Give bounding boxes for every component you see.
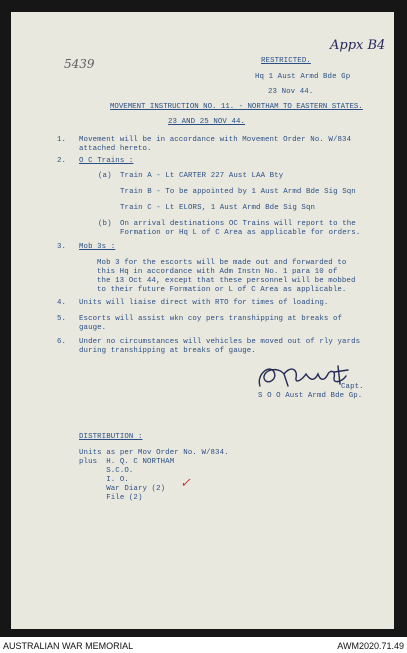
sub-item-label: (b) bbox=[98, 220, 112, 228]
distribution-heading: DISTRIBUTION : bbox=[79, 433, 143, 441]
item-text-line: Mob 3 for the escorts will be made out and forwarded to bbox=[97, 259, 347, 267]
item-number: 3. bbox=[57, 243, 67, 251]
section-heading: O C Trains : bbox=[79, 157, 134, 165]
item-number: 1. bbox=[57, 136, 67, 144]
item-text-line: Movement will be in accordance with Movement Order No. W/834 bbox=[79, 136, 352, 144]
red-tick-mark: ✓ bbox=[180, 476, 191, 491]
train-assignment: Train C - Lt ELORS, 1 Aust Armd Bde Sig Sqn bbox=[120, 204, 316, 212]
item-number: 5. bbox=[57, 315, 67, 323]
accession-number: AWM2020.71.49 bbox=[337, 641, 404, 651]
distribution-line: File (2) bbox=[79, 494, 143, 502]
distribution-line: plus H. Q. C NORTHAM bbox=[79, 458, 175, 466]
train-assignment: Train B - To be appointed by 1 Aust Armd Bde Sig Sqn bbox=[120, 188, 356, 196]
item-text-line: this Hq in accordance with Adm Instn No. 1 para 10 of bbox=[97, 268, 338, 276]
distribution-line: Units as per Mov Order No. W/834. bbox=[79, 449, 229, 457]
item-number: 2. bbox=[57, 157, 67, 165]
item-text-line: Units will liaise direct with RTO for times of loading. bbox=[79, 299, 329, 307]
archive-footer bbox=[0, 637, 407, 653]
appendix-annotation: Appx B4 bbox=[330, 38, 386, 53]
document-dates: 23 AND 25 NOV 44. bbox=[168, 118, 246, 126]
institution-name: AUSTRALIAN WAR MEMORIAL bbox=[3, 641, 134, 651]
sub-item-label: (a) bbox=[98, 172, 112, 180]
signature-block: S O O Aust Armd Bde Gp. bbox=[258, 392, 363, 400]
item-text-line: Under no circumstances will vehicles be moved out of rly yards bbox=[79, 338, 361, 346]
item-text-line: to their future Formation or L of C Area as applicable. bbox=[97, 286, 347, 294]
item-text-line: the 13 Oct 44, except that these personnel will be mobbed bbox=[97, 277, 356, 285]
sub-item-text: Formation or Hq L of C Area as applicable for orders. bbox=[120, 229, 361, 237]
item-number: 4. bbox=[57, 299, 67, 307]
section-heading: Mob 3s : bbox=[79, 243, 116, 251]
distribution-line: S.C.O. bbox=[79, 467, 134, 475]
classification-label: RESTRICTED. bbox=[261, 57, 311, 65]
distribution-line: War Diary (2) bbox=[79, 485, 166, 493]
handwritten-number: 5439 bbox=[64, 57, 95, 71]
item-text-line: attached hereto. bbox=[79, 145, 152, 153]
item-text-line: gauge. bbox=[79, 324, 107, 332]
distribution-line: I. O. bbox=[79, 476, 129, 484]
item-text-line: during transhipping at breaks of gauge. bbox=[79, 347, 256, 355]
issuing-hq: Hq 1 Aust Armd Bde Gp bbox=[255, 73, 351, 81]
signature-rank: Capt. bbox=[341, 383, 364, 391]
item-number: 6. bbox=[57, 338, 67, 346]
train-assignment: Train A - Lt CARTER 227 Aust LAA Bty bbox=[120, 172, 284, 180]
sub-item-text: On arrival destinations OC Trains will report to the bbox=[120, 220, 356, 228]
document-title: MOVEMENT INSTRUCTION NO. 11. - NORTHAM TO EASTERN STATES. bbox=[110, 103, 363, 111]
item-text-line: Escorts will assist wkn coy pers transhipping at breaks of bbox=[79, 315, 343, 323]
document-date: 23 Nov 44. bbox=[268, 88, 314, 96]
